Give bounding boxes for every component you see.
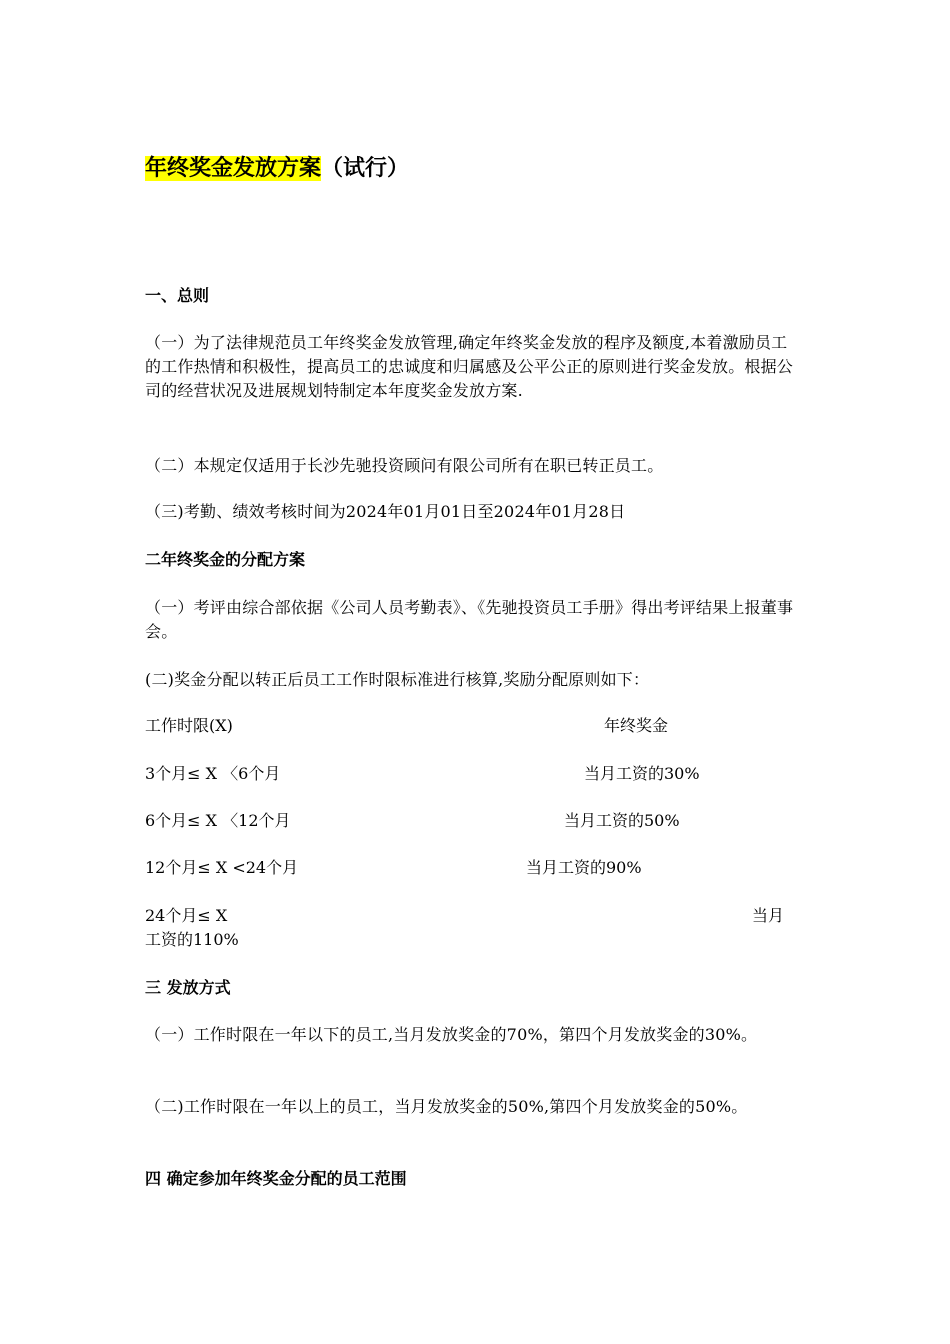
table-row-left: 6个月≤ X 〈12个月 bbox=[145, 811, 291, 830]
table-row-right-line1: 当月 bbox=[752, 906, 785, 925]
table-header-left: 工作时限(X) bbox=[145, 716, 233, 735]
paragraph-distribution-1: （一）考评由综合部依据《公司人员考勤表》、《先驰投资员工手册》得出考评结果上报董事会。 bbox=[145, 598, 794, 641]
table-row-right: 当月工资的30% bbox=[584, 764, 700, 783]
paragraph-general-3: （三)考勤、绩效考核时间为2024年01月01日至2024年01月28日 bbox=[145, 502, 626, 521]
table-row-right: 当月工资的90% bbox=[526, 858, 642, 877]
title-suffix: （试行） bbox=[321, 156, 410, 181]
paragraph-general-2: （二）本规定仅适用于长沙先驰投资顾问有限公司所有在职已转正员工。 bbox=[145, 456, 664, 475]
paragraph-general-1: （一）为了法律规范员工年终奖金发放管理,确定年终奖金发放的程序及额度,本着激励员工的工作热情和积极性，提高员工的忠诚度和归属感及公平公正的原则进行奖金发放。根据公司的经营状况及进展规划特制定本年度奖金发放方案. bbox=[145, 333, 794, 400]
title-highlighted-text: 年终奖金发放方案 bbox=[145, 156, 322, 181]
table-row-right-line2: 工资的110% bbox=[145, 930, 239, 949]
table-row-left: 24个月≤ X bbox=[145, 906, 228, 925]
paragraph-distribution-2: (二)奖金分配以转正后员工工作时限标准进行核算,奖励分配原则如下： bbox=[145, 670, 650, 689]
table-row-left: 3个月≤ X 〈6个月 bbox=[145, 764, 281, 783]
section-heading-distribution: 二年终奖金的分配方案 bbox=[145, 550, 306, 569]
section-heading-eligibility: 四 确定参加年终奖金分配的员工范围 bbox=[145, 1169, 407, 1188]
table-row-left: 12个月≤ X <24个月 bbox=[145, 858, 299, 877]
document-title bbox=[145, 152, 409, 186]
section-heading-payment-method: 三 发放方式 bbox=[145, 978, 231, 997]
section-heading-general: 一、总则 bbox=[145, 286, 210, 305]
table-row-right: 当月工资的50% bbox=[564, 811, 680, 830]
paragraph-payment-1: （一）工作时限在一年以下的员工,当月发放奖金的70%，第四个月发放奖金的30%。 bbox=[145, 1025, 758, 1044]
paragraph-payment-2: （二)工作时限在一年以上的员工，当月发放奖金的50%,第四个月发放奖金的50%。 bbox=[145, 1097, 748, 1116]
table-header-right: 年终奖金 bbox=[604, 716, 669, 735]
